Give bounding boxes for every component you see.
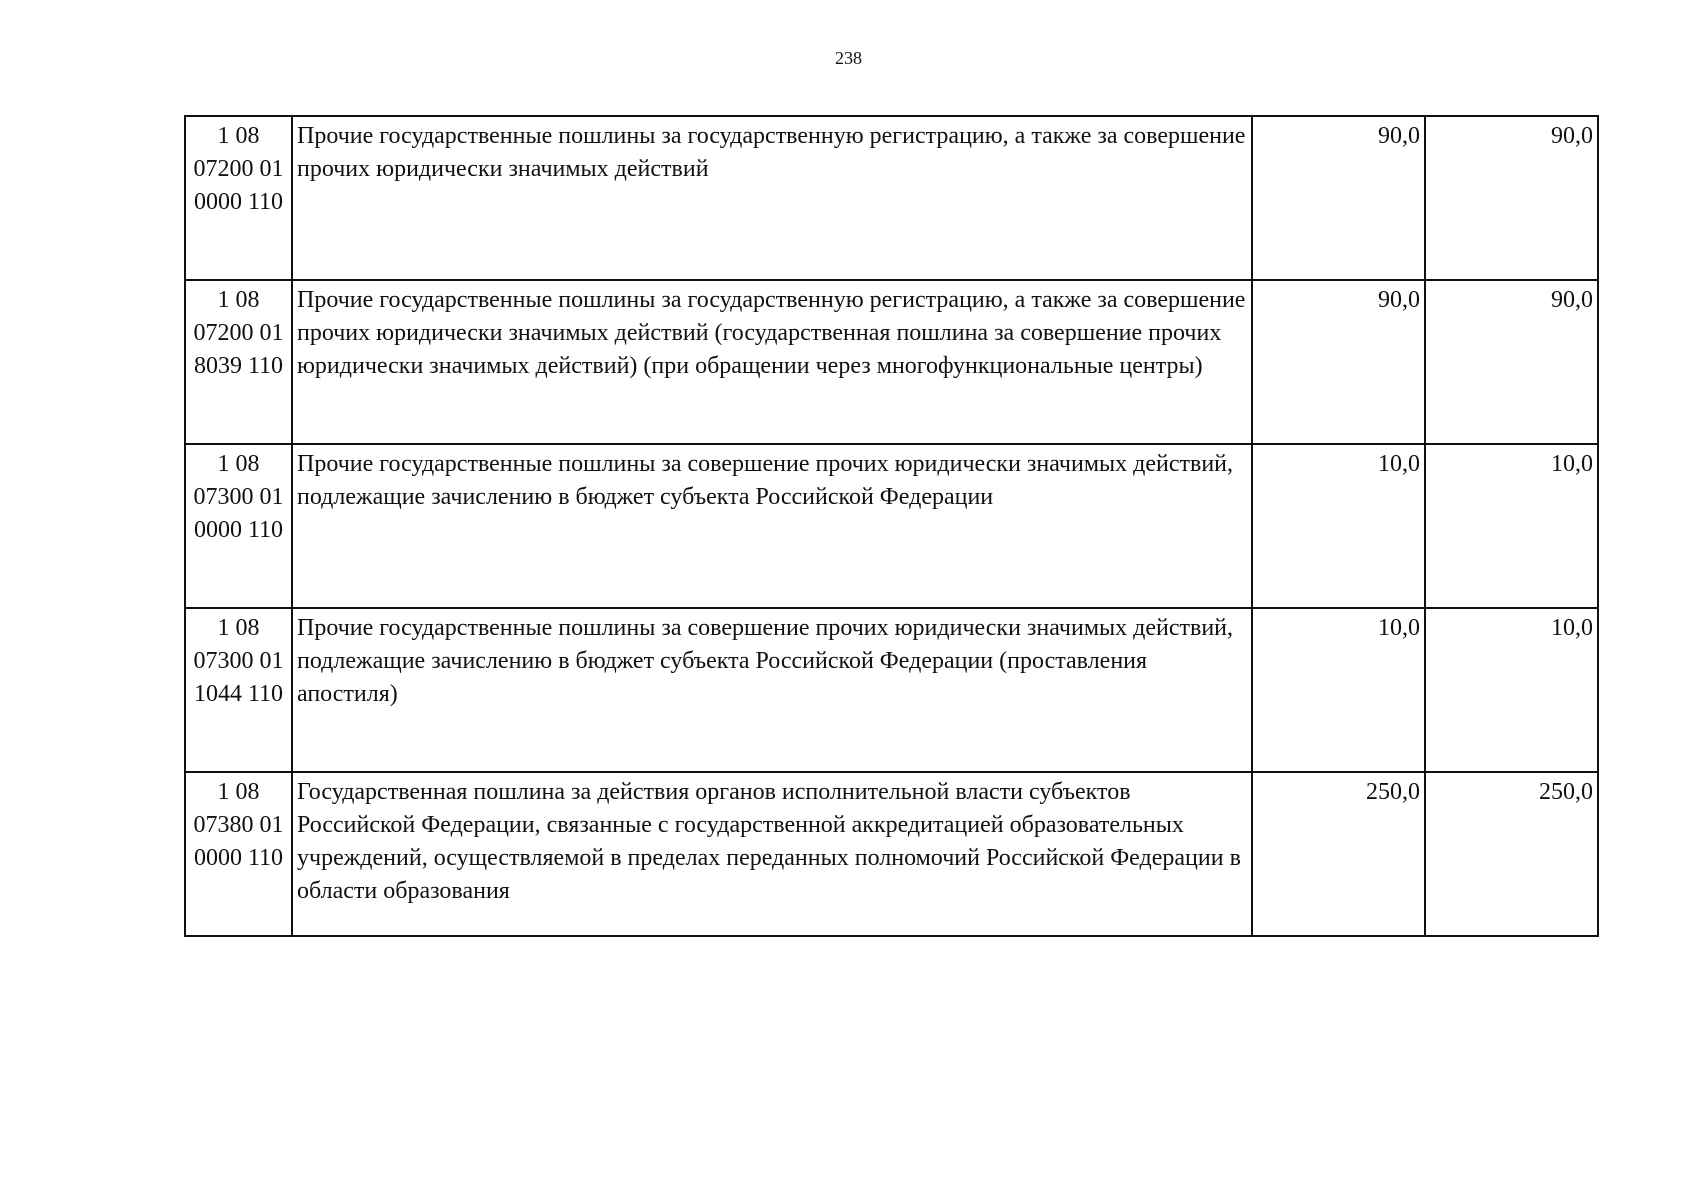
amount-cell-1: 250,0: [1252, 772, 1425, 936]
amount-cell-2: 90,0: [1425, 116, 1598, 280]
amount-cell-2: 250,0: [1425, 772, 1598, 936]
description-cell: Прочие государственные пошлины за государственную регистрацию, а также за совершение прочих юридически значимых действий: [292, 116, 1252, 280]
table-row: [185, 444, 1598, 608]
description-cell: Прочие государственные пошлины за совершение прочих юридически значимых действий, подлежащие зачислению в бюджет субъекта Российской Федерации (проставления апостиля): [292, 608, 1252, 772]
page-number: 238: [835, 48, 862, 68]
budget-code-cell: 1 08 07200 01 0000 110: [185, 116, 292, 280]
table-row: [185, 772, 1598, 936]
budget-code-cell: 1 08 07200 01 8039 110: [185, 280, 292, 444]
description-cell: Государственная пошлина за действия органов исполнительной власти субъектов Российской Федерации, связанные с государственной аккредитацией образовательных учреждений, осуществляемой в пределах переданных полномочий Российской Федерации в области образования: [292, 772, 1252, 936]
amount-cell-2: 90,0: [1425, 280, 1598, 444]
amount-cell-2: 10,0: [1425, 444, 1598, 608]
budget-code-cell: 1 08 07380 01 0000 110: [185, 772, 292, 936]
table-row: [185, 280, 1598, 444]
description-cell: Прочие государственные пошлины за государственную регистрацию, а также за совершение прочих юридически значимых действий (государственная пошлина за совершение прочих юридически значимых действий) (при обращении через многофункциональные центры): [292, 280, 1252, 444]
budget-code-cell: 1 08 07300 01 1044 110: [185, 608, 292, 772]
budget-table: [184, 115, 1599, 937]
table-row: [185, 116, 1598, 280]
amount-cell-2: 10,0: [1425, 608, 1598, 772]
description-cell: Прочие государственные пошлины за совершение прочих юридически значимых действий, подлежащие зачислению в бюджет субъекта Российской Федерации: [292, 444, 1252, 608]
table-row: [185, 608, 1598, 772]
amount-cell-1: 10,0: [1252, 444, 1425, 608]
budget-code-cell: 1 08 07300 01 0000 110: [185, 444, 292, 608]
amount-cell-1: 90,0: [1252, 280, 1425, 444]
amount-cell-1: 90,0: [1252, 116, 1425, 280]
amount-cell-1: 10,0: [1252, 608, 1425, 772]
